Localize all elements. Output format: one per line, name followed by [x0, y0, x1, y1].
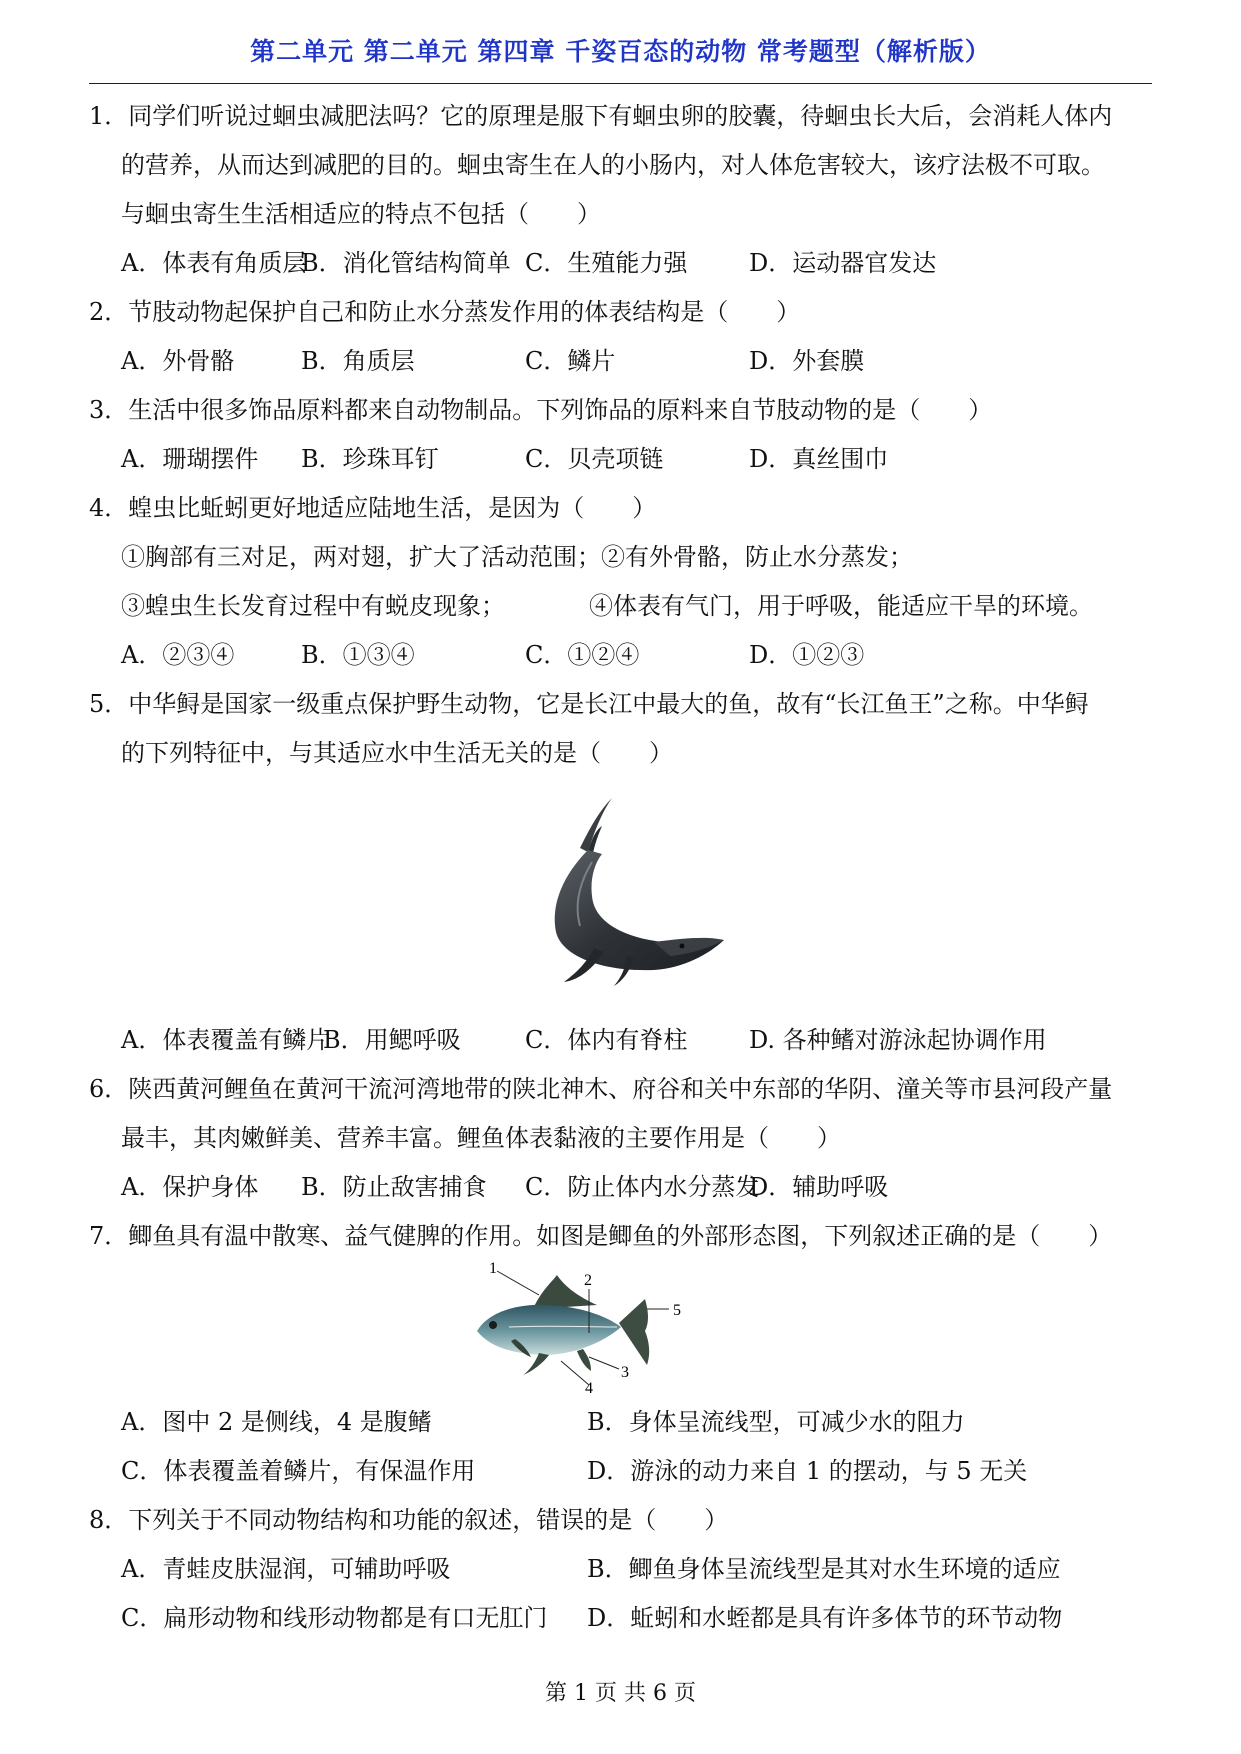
option-d: D. 各种鳍对游泳起协调作用 [749, 1026, 1047, 1054]
question-7 [89, 1212, 1159, 1496]
option-row [89, 1016, 1159, 1065]
option-b: B．①③④ [301, 641, 415, 669]
question-8 [89, 1496, 1159, 1643]
option-row [89, 1545, 1159, 1594]
crucian-carp-diagram [469, 1261, 709, 1395]
option-b: B．角质层 [301, 347, 415, 375]
fish-label-5: 5 [673, 1302, 681, 1319]
question-6 [89, 1065, 1159, 1212]
question-stem: 8．下列关于不同动物结构和功能的叙述，错误的是（ ） [89, 1506, 729, 1534]
option-a: A．②③④ [121, 641, 235, 669]
question-4 [89, 484, 1159, 680]
page-header-title: 第二单元 第二单元 第四章 千姿百态的动物 常考题型（解析版） [250, 37, 991, 66]
option-c: C．体表覆盖着鳞片，有保温作用 [121, 1457, 476, 1485]
question-stem: 的营养，从而达到减肥的目的。蛔虫寄生在人的小肠内，对人体危害较大，该疗法极不可取。 [121, 151, 1105, 179]
crucian-carp-figure [89, 1261, 1159, 1398]
option-b: B．用鳃呼吸 [323, 1026, 461, 1054]
fish-label-4: 4 [585, 1380, 593, 1395]
question-stem: 的下列特征中，与其适应水中生活无关的是（ ） [121, 739, 673, 767]
page-footer: 第 1 页 共 6 页 [545, 1681, 696, 1706]
option-row [89, 1594, 1159, 1643]
option-row [89, 1398, 1159, 1447]
option-a: A．珊瑚摆件 [121, 445, 259, 473]
option-b: B．防止敌害捕食 [301, 1173, 487, 1201]
option-a: A．体表有角质层 [121, 249, 307, 277]
option-b: B．身体呈流线型，可减少水的阻力 [587, 1408, 965, 1436]
question-stem: 7．鲫鱼具有温中散寒、益气健脾的作用。如图是鲫鱼的外部形态图，下列叙述正确的是（ ） [89, 1222, 1113, 1250]
sturgeon-figure [89, 778, 1159, 1016]
option-c: C．①②④ [525, 641, 640, 669]
option-d: D．蚯蚓和水蛭都是具有许多体节的环节动物 [587, 1604, 1063, 1632]
fish-label-1: 1 [489, 1261, 497, 1277]
option-row [89, 239, 1159, 288]
option-d: D．辅助呼吸 [749, 1173, 889, 1201]
question-stem: 6．陕西黄河鲤鱼在黄河干流河湾地带的陕北神木、府谷和关中东部的华阴、潼关等市县河段产量 [89, 1075, 1113, 1103]
question-stem: 4．蝗虫比蚯蚓更好地适应陆地生活，是因为（ ） [89, 494, 657, 522]
question-stem: 最丰，其肉嫩鲜美、营养丰富。鲤鱼体表黏液的主要作用是（ ） [121, 1124, 841, 1152]
question-list [89, 92, 1159, 1643]
option-b: B．珍珠耳钉 [301, 445, 439, 473]
question-statement: ①胸部有三对足，两对翅，扩大了活动范围；②有外骨骼，防止水分蒸发； [121, 543, 913, 571]
option-row [89, 1447, 1159, 1496]
option-c: C．扁形动物和线形动物都是有口无肛门 [121, 1604, 548, 1632]
question-stem: 1．同学们听说过蛔虫减肥法吗？它的原理是服下有蛔虫卵的胶囊，待蛔虫长大后，会消耗人体内 [89, 102, 1113, 130]
option-row [89, 1163, 1159, 1212]
option-c: C．贝壳项链 [525, 445, 664, 473]
option-b: B．消化管结构简单 [301, 249, 511, 277]
option-c: C．体内有脊柱 [525, 1026, 688, 1054]
option-d: D．真丝围巾 [749, 445, 889, 473]
option-a: A．图中 2 是侧线，4 是腹鳍 [121, 1408, 432, 1436]
option-row [89, 631, 1159, 680]
question-stem: 3．生活中很多饰品原料都来自动物制品。下列饰品的原料来自节肢动物的是（ ） [89, 396, 993, 424]
option-a: A．外骨骼 [121, 347, 235, 375]
option-d: D．游泳的动力来自 1 的摆动，与 5 无关 [587, 1457, 1028, 1485]
question-stem: 5．中华鲟是国家一级重点保护野生动物，它是长江中最大的鱼，故有“长江鱼王”之称。中华鲟 [89, 690, 1089, 718]
sturgeon-image [484, 792, 744, 1002]
option-d: D．①②③ [749, 641, 865, 669]
option-c: C．生殖能力强 [525, 249, 688, 277]
option-b: B．鲫鱼身体呈流线型是其对水生环境的适应 [587, 1555, 1061, 1583]
option-d: D．外套膜 [749, 347, 865, 375]
fish-label-3: 3 [621, 1364, 629, 1381]
question-stem: 2．节肢动物起保护自己和防止水分蒸发作用的体表结构是（ ） [89, 298, 801, 326]
question-stem: 与蛔虫寄生生活相适应的特点不包括（ ） [121, 200, 601, 228]
question-2 [89, 288, 1159, 386]
option-c: C．防止体内水分蒸发 [525, 1173, 760, 1201]
option-c: C．鳞片 [525, 347, 616, 375]
option-row [89, 435, 1159, 484]
question-statement: ③蝗虫生长发育过程中有蜕皮现象； ④体表有气门，用于呼吸，能适应干旱的环境。 [121, 592, 1093, 620]
option-a: A．体表覆盖有鳞片 [121, 1026, 331, 1054]
option-a: A．保护身体 [121, 1173, 259, 1201]
fish-label-2: 2 [584, 1272, 592, 1289]
option-row [89, 337, 1159, 386]
header-divider [89, 83, 1152, 84]
option-a: A．青蛙皮肤湿润，可辅助呼吸 [121, 1555, 451, 1583]
question-1 [89, 92, 1159, 288]
question-3 [89, 386, 1159, 484]
option-d: D．运动器官发达 [749, 249, 937, 277]
question-5 [89, 680, 1159, 1065]
